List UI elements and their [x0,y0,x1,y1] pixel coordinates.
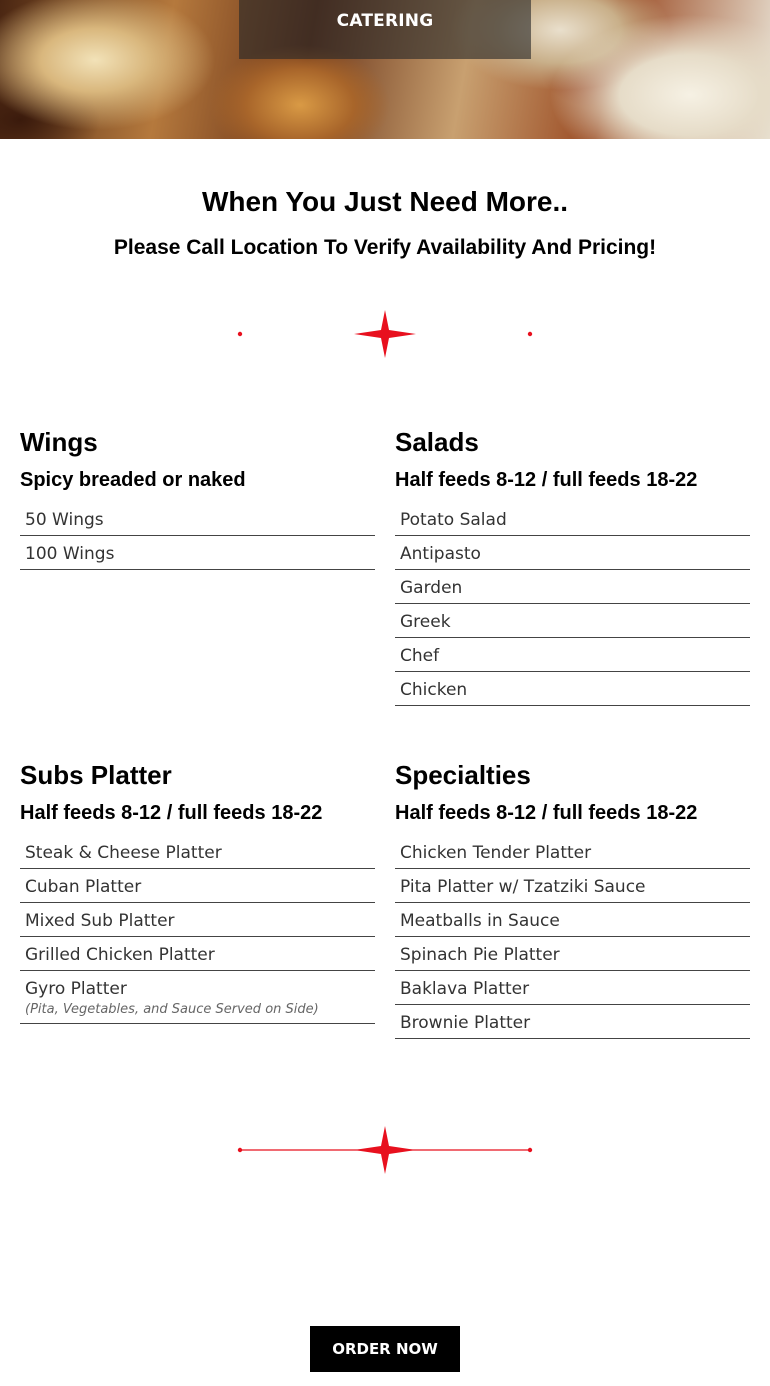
section-subtitle: Half feeds 8-12 / full feeds 18-22 [395,469,698,491]
section-subtitle: Spicy breaded or naked [20,469,246,491]
menu-list [20,835,375,1024]
menu-item-name: Gyro Platter [25,979,127,999]
menu-item[interactable]: Pita Platter w/ Tzatziki Sauce [395,869,750,903]
order-now-button[interactable]: ORDER NOW [310,1326,460,1372]
hero-banner [0,0,770,139]
menu-item[interactable]: Chicken [395,672,750,706]
section-title: Wings [20,427,98,457]
page-headline: When You Just Need More.. [201,186,569,217]
section-title: Subs Platter [20,760,172,790]
menu-item[interactable]: Spinach Pie Platter [395,937,750,971]
star-divider-icon [236,308,534,360]
menu-item[interactable]: Chicken Tender Platter [395,835,750,869]
menu-item[interactable]: Antipasto [395,536,750,570]
menu-item[interactable]: 50 Wings [20,502,375,536]
menu-item[interactable]: Steak & Cheese Platter [20,835,375,869]
section-specialties [395,760,750,1039]
menu-item[interactable]: Brownie Platter [395,1005,750,1039]
menu-item[interactable]: Greek [395,604,750,638]
section-subtitle: Half feeds 8-12 / full feeds 18-22 [20,802,323,824]
menu-item[interactable]: Cuban Platter [20,869,375,903]
section-salads [395,427,750,706]
section-subtitle: Half feeds 8-12 / full feeds 18-22 [395,802,698,824]
menu-item[interactable]: Garden [395,570,750,604]
menu-list [20,502,375,570]
menu-item[interactable]: Grilled Chicken Platter [20,937,375,971]
menu-item[interactable]: Chef [395,638,750,672]
menu-item[interactable]: Baklava Platter [395,971,750,1005]
section-subs-platter [20,760,375,1024]
catering-tab-label: CATERING [336,11,434,31]
page-subheadline: Please Call Location To Verify Availability And Pricing! [113,236,657,259]
catering-tab[interactable] [239,0,531,59]
menu-item-gyro[interactable] [20,971,375,1024]
menu-item[interactable]: Mixed Sub Platter [20,903,375,937]
menu-item[interactable]: Potato Salad [395,502,750,536]
menu-item[interactable]: Meatballs in Sauce [395,903,750,937]
star-divider-icon [236,1124,534,1176]
menu-list [395,835,750,1039]
menu-list [395,502,750,706]
section-wings [20,427,375,570]
section-title: Salads [395,427,479,457]
menu-item-note: (Pita, Vegetables, and Sauce Served on Side) [25,1002,319,1017]
section-title: Specialties [395,760,531,790]
menu-item[interactable]: 100 Wings [20,536,375,570]
